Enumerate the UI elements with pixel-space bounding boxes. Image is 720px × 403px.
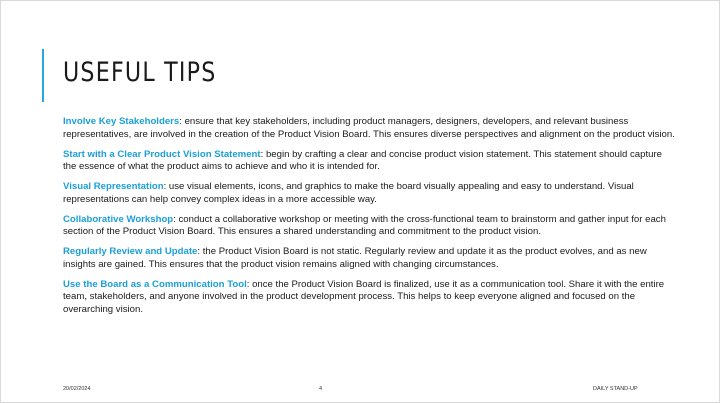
tip-heading: Collaborative Workshop xyxy=(63,213,174,225)
tip-item xyxy=(63,246,675,271)
tip-text: : conduct a collaborative workshop or meeting with the cross-functional team to brainstorm and gather input for each section of the Product Vision Board. This ensures a shared understanding and commitment to the product vision. xyxy=(63,213,666,238)
tip-text: : the Product Vision Board is not static. Regularly review and update it as the product evolves, and as new insights are gained. This ensures that the product vision remains aligned with changing circumstances. xyxy=(63,246,647,270)
tips-list xyxy=(63,116,675,324)
tip-heading: Involve Key Stakeholders xyxy=(63,116,180,127)
tip-item xyxy=(63,149,675,174)
tip-item xyxy=(63,181,675,206)
tip-text: : use visual elements, icons, and graphics to make the board visually appealing and easy to understand. Visual representations can help convey complex ideas in a more accessible way. xyxy=(63,181,634,205)
title-accent-bar xyxy=(42,49,44,102)
tip-heading: Use the Board as a Communication Tool xyxy=(63,278,247,290)
tip-item xyxy=(63,116,675,141)
tip-item xyxy=(63,214,675,239)
footer-page-number: 4 xyxy=(319,386,323,392)
footer-date: 20/02/2024 xyxy=(63,386,91,392)
tip-text: : once the Product Vision Board is finalized, use it as a communication tool. Share it with the entire team, stakeholders, and anyone involved in the product development process. This helps to keep everyone aligned and focused on the overarching vision. xyxy=(63,278,665,316)
tip-text: : ensure that key stakeholders, including product managers, designers, developers, and relevant business representatives, are involved in the creation of the Product Vision Board. This ensures diverse perspectives and alignment on the product vision. xyxy=(63,116,675,140)
tip-heading: Regularly Review and Update xyxy=(63,246,198,258)
tip-heading: Visual Representation xyxy=(63,181,164,193)
tip-heading: Start with a Clear Product Vision Statement xyxy=(63,148,261,160)
footer-presentation-name: DAILY STAND-UP xyxy=(593,386,638,392)
tip-item xyxy=(63,279,675,317)
tip-text: : begin by crafting a clear and concise product vision statement. This statement should capture the essence of what the product aims to achieve and who it is intended for. xyxy=(63,148,662,173)
slide-title: USEFUL TIPS xyxy=(63,57,217,88)
